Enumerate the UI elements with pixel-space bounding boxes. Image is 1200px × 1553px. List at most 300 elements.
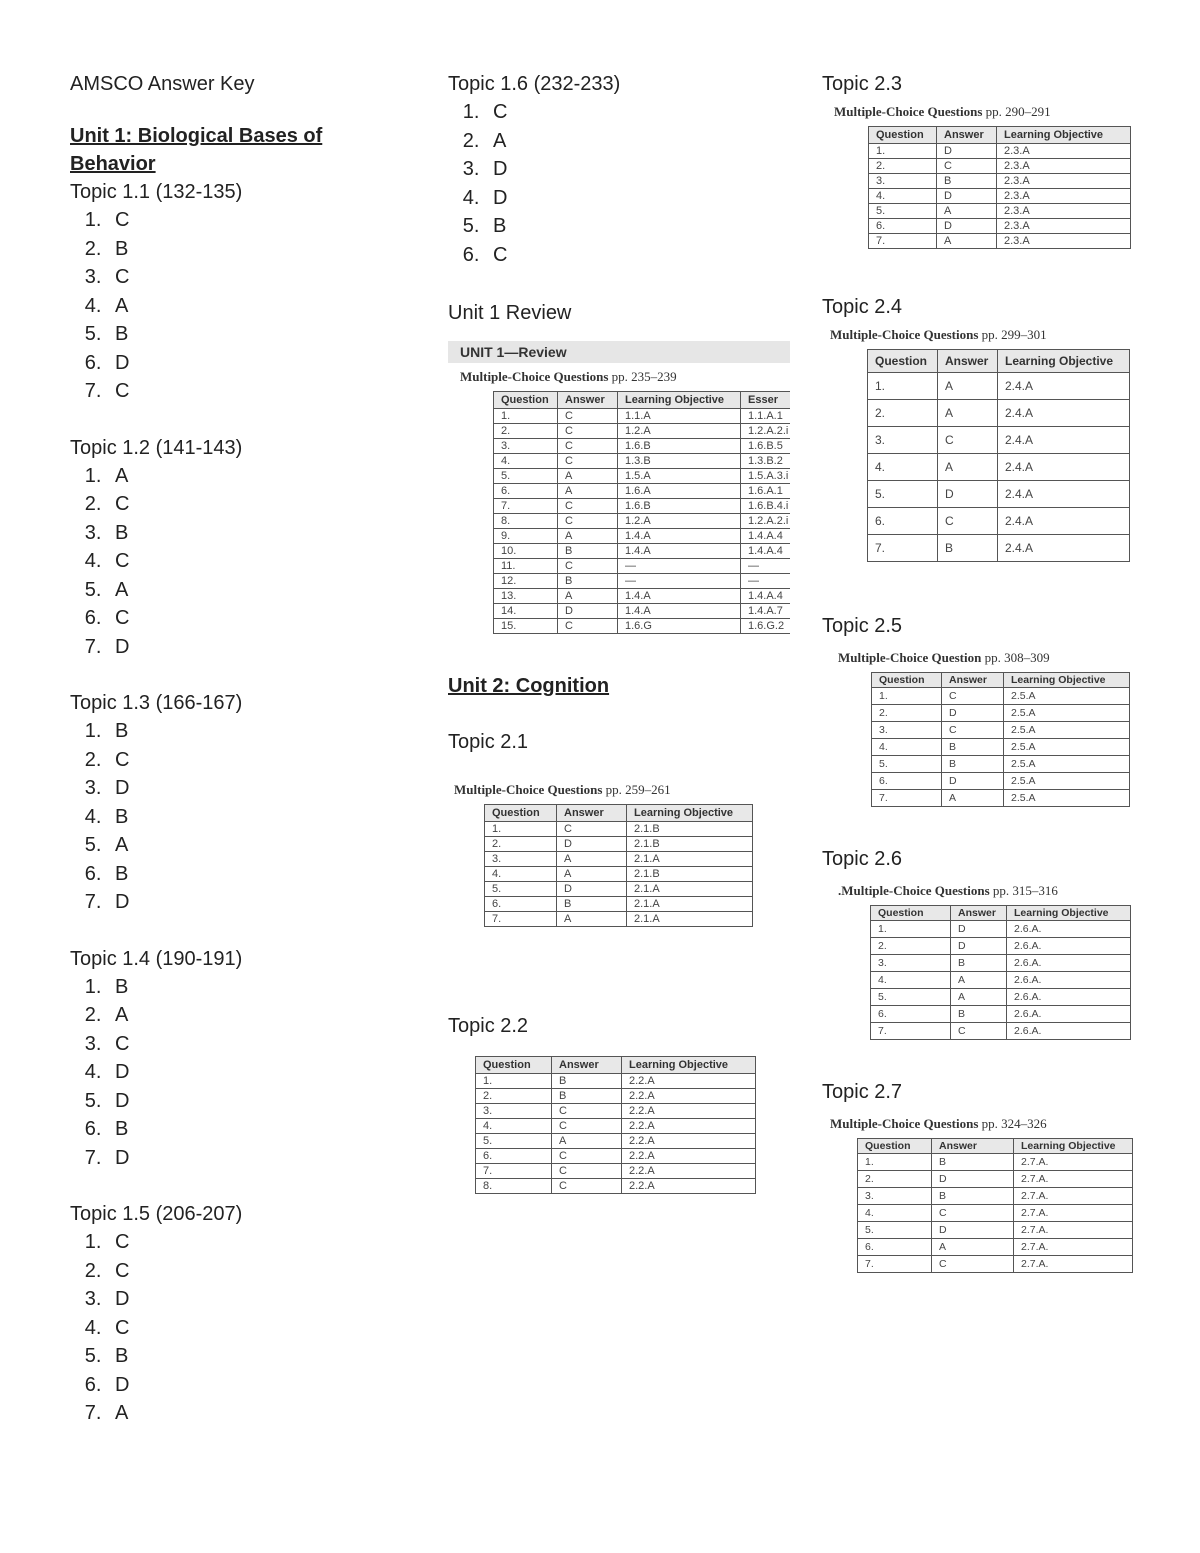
column-header: Learning Objective	[997, 127, 1131, 144]
answer-item: 6. C	[107, 604, 410, 633]
table-cell: 1.	[476, 1074, 552, 1089]
table-cell: 4.	[872, 739, 942, 756]
table-row	[476, 1119, 756, 1134]
table-row	[869, 204, 1131, 219]
table-row	[868, 400, 1130, 427]
table-row	[858, 1256, 1133, 1273]
table-cell: 2.6.A.	[1007, 972, 1131, 989]
answer-item: 4. A	[107, 292, 410, 321]
table-row	[869, 189, 1131, 204]
table-row	[494, 574, 791, 589]
table-cell: 2.	[858, 1171, 932, 1188]
table-row	[872, 688, 1130, 705]
caption-pages: pp. 315–316	[992, 883, 1058, 898]
document-title: AMSCO Answer Key	[70, 73, 255, 95]
answer-table	[867, 349, 1130, 562]
answer-table	[493, 391, 790, 634]
table-cell: 1.	[872, 688, 942, 705]
table-row	[485, 897, 753, 912]
topic-title: Topic 1.6 (232-233)	[448, 73, 621, 95]
table-cell: 2.7.A.	[1014, 1256, 1133, 1273]
table-cell: 8.	[476, 1179, 552, 1194]
table-cell: 3.	[494, 439, 558, 454]
table-cell: 1.5.A	[618, 469, 741, 484]
table-cell: 2.2.A	[622, 1119, 756, 1134]
table-cell: 5.	[858, 1222, 932, 1239]
mcq-caption	[834, 104, 1137, 120]
table-cell: C	[558, 559, 618, 574]
table-cell: B	[932, 1188, 1014, 1205]
table-cell: 11.	[494, 559, 558, 574]
mcq-caption	[830, 327, 1137, 343]
topic-2-4	[822, 293, 1137, 562]
caption-label: Multiple-Choice Questions	[460, 369, 609, 384]
table-cell: D	[557, 882, 627, 897]
table-cell: 2.5.A	[1004, 739, 1130, 756]
mcq-caption	[830, 1116, 1137, 1132]
topic-2-3	[822, 70, 1137, 249]
answer-item: 2. C	[107, 1257, 410, 1286]
table-cell: C	[558, 454, 618, 469]
answer-item: 4. C	[107, 1314, 410, 1343]
table-cell: 5.	[871, 989, 951, 1006]
table-cell: 3.	[868, 427, 938, 454]
answer-item: 4. D	[107, 1058, 410, 1087]
table-cell: C	[938, 508, 998, 535]
table-cell: C	[552, 1149, 622, 1164]
table-cell: A	[937, 204, 997, 219]
table-row	[494, 559, 791, 574]
caption-pages: pp. 308–309	[984, 650, 1050, 665]
table-cell: 2.4.A	[998, 454, 1130, 481]
table-cell: 1.	[858, 1154, 932, 1171]
table-cell: A	[558, 484, 618, 499]
table-cell: A	[951, 972, 1007, 989]
mcq-caption	[838, 883, 1137, 899]
table-cell: C	[552, 1164, 622, 1179]
table-cell: 2.	[868, 400, 938, 427]
answer-list	[448, 98, 793, 269]
table-cell: 1.3.B.2	[741, 454, 791, 469]
table-cell: 2.5.A	[1004, 722, 1130, 739]
table-cell: D	[942, 773, 1004, 790]
answer-item: 5. A	[107, 831, 410, 860]
table-row	[871, 955, 1131, 972]
table-row	[872, 705, 1130, 722]
table-cell: 5.	[868, 481, 938, 508]
table-cell: 1.2.A.2.i	[741, 424, 791, 439]
table-cell: 1.6.B	[618, 499, 741, 514]
answer-item: 4. B	[107, 803, 410, 832]
table-cell: B	[558, 574, 618, 589]
mcq-caption	[460, 369, 790, 385]
table-row	[871, 989, 1131, 1006]
table-cell: D	[938, 481, 998, 508]
column-header: Learning Objective	[1004, 673, 1130, 688]
table-cell: 6.	[485, 897, 557, 912]
table-cell: —	[618, 559, 741, 574]
table-cell: B	[552, 1074, 622, 1089]
table-cell: 9.	[494, 529, 558, 544]
table-cell: 3.	[872, 722, 942, 739]
topic-2-6	[822, 845, 1137, 1040]
table-cell: 2.3.A	[997, 174, 1131, 189]
table-row	[494, 619, 791, 634]
answer-item: 5. B	[107, 320, 410, 349]
table-cell: 1.4.A	[618, 604, 741, 619]
table-cell: 1.4.A.4	[741, 544, 791, 559]
table-cell: A	[942, 790, 1004, 807]
table-row	[476, 1104, 756, 1119]
table-cell: —	[741, 574, 791, 589]
table-cell: 1.6.G	[618, 619, 741, 634]
table-cell: C	[937, 159, 997, 174]
table-cell: 1.2.A.2.i	[741, 514, 791, 529]
column-header: Answer	[942, 673, 1004, 688]
answer-item: 7. C	[107, 377, 410, 406]
table-cell: 1.2.A	[618, 424, 741, 439]
table-cell: B	[557, 897, 627, 912]
topic-1-1	[70, 178, 410, 406]
answer-item: 2. C	[107, 746, 410, 775]
table-cell: 2.1.A	[627, 882, 753, 897]
answer-item: 1. C	[107, 206, 410, 235]
answer-list	[70, 462, 410, 662]
topic-2-3-table-clip	[822, 126, 1132, 249]
caption-pages: pp. 299–301	[981, 327, 1047, 342]
column-header: Answer	[938, 350, 998, 373]
table-row	[858, 1205, 1133, 1222]
table-cell: 2.2.A	[622, 1164, 756, 1179]
table-cell: C	[942, 722, 1004, 739]
table-row	[476, 1134, 756, 1149]
table-cell: 2.3.A	[997, 234, 1131, 249]
topic-1-4	[70, 945, 410, 1173]
table-cell: A	[938, 373, 998, 400]
topic-2-7	[822, 1078, 1137, 1273]
table-row	[872, 773, 1130, 790]
table-cell: 7.	[872, 790, 942, 807]
table-cell: 2.2.A	[622, 1074, 756, 1089]
column-header: Answer	[557, 805, 627, 822]
answer-table	[871, 672, 1130, 807]
table-cell: 7.	[476, 1164, 552, 1179]
table-cell: A	[951, 989, 1007, 1006]
table-cell: 7.	[869, 234, 937, 249]
table-cell: A	[938, 400, 998, 427]
table-cell: 13.	[494, 589, 558, 604]
table-cell: 2.3.A	[997, 189, 1131, 204]
topic-title: Topic 1.2 (141-143)	[70, 436, 243, 459]
table-cell: 6.	[872, 773, 942, 790]
answer-table	[857, 1138, 1133, 1273]
table-cell: D	[951, 938, 1007, 955]
table-cell: —	[741, 559, 791, 574]
answer-item: 3. D	[485, 155, 793, 184]
table-cell: 1.4.A	[618, 544, 741, 559]
answer-item: 7. A	[107, 1399, 410, 1428]
table-cell: D	[937, 144, 997, 159]
column-header: Question	[476, 1057, 552, 1074]
table-cell: 5.	[869, 204, 937, 219]
table-cell: 2.	[476, 1089, 552, 1104]
table-cell: 2.1.A	[627, 912, 753, 927]
table-cell: 6.	[858, 1239, 932, 1256]
table-header-row	[869, 127, 1131, 144]
column-header: Answer	[932, 1139, 1014, 1154]
caption-pages: pp. 259–261	[605, 782, 671, 797]
column-2	[448, 70, 793, 1194]
table-cell: 1.3.B	[618, 454, 741, 469]
answer-table	[870, 905, 1131, 1040]
table-cell: C	[558, 439, 618, 454]
table-row	[872, 790, 1130, 807]
table-row	[872, 756, 1130, 773]
table-cell: 2.4.A	[998, 373, 1130, 400]
table-cell: 1.	[494, 409, 558, 424]
table-cell: 2.7.A.	[1014, 1239, 1133, 1256]
table-header-row	[871, 906, 1131, 921]
table-cell: 1.6.G.2	[741, 619, 791, 634]
table-cell: C	[558, 409, 618, 424]
table-header-row	[872, 673, 1130, 688]
table-cell: 2.4.A	[998, 400, 1130, 427]
table-cell: 1.1.A	[618, 409, 741, 424]
table-cell: 2.4.A	[998, 508, 1130, 535]
answer-item: 2. A	[107, 1001, 410, 1030]
table-row	[858, 1171, 1133, 1188]
answer-item: 6. B	[107, 860, 410, 889]
table-cell: 2.5.A	[1004, 790, 1130, 807]
table-cell: 15.	[494, 619, 558, 634]
table-cell: B	[951, 1006, 1007, 1023]
answer-item: 1. A	[107, 462, 410, 491]
topic-title: Topic 1.4 (190-191)	[70, 947, 243, 970]
table-cell: D	[932, 1222, 1014, 1239]
table-cell: 7.	[871, 1023, 951, 1040]
table-row	[871, 1023, 1131, 1040]
answer-item: 2. A	[485, 127, 793, 156]
table-cell: 1.4.A.4	[741, 529, 791, 544]
table-row	[869, 144, 1131, 159]
table-cell: C	[558, 619, 618, 634]
topic-1-2	[70, 434, 410, 662]
table-row	[476, 1164, 756, 1179]
table-cell: 1.5.A.3.i	[741, 469, 791, 484]
table-header-row	[868, 350, 1130, 373]
table-row	[494, 409, 791, 424]
table-row	[494, 544, 791, 559]
table-header-row	[485, 805, 753, 822]
table-cell: 2.1.A	[627, 897, 753, 912]
table-row	[868, 373, 1130, 400]
table-cell: C	[558, 424, 618, 439]
table-cell: A	[557, 852, 627, 867]
table-row	[494, 604, 791, 619]
caption-label: .Multiple-Choice Questions	[838, 883, 990, 898]
table-cell: 2.6.A.	[1007, 921, 1131, 938]
topic-title: Topic 2.1	[448, 731, 529, 753]
table-cell: 3.	[871, 955, 951, 972]
answer-table	[868, 126, 1131, 249]
table-row	[868, 454, 1130, 481]
table-row	[869, 234, 1131, 249]
table-row	[476, 1149, 756, 1164]
table-cell: C	[557, 822, 627, 837]
table-cell: 2.1.A	[627, 852, 753, 867]
topic-title: Topic 2.7	[822, 1081, 903, 1103]
table-cell: 2.1.B	[627, 822, 753, 837]
answer-item: 2. B	[107, 235, 410, 264]
table-cell: 2.5.A	[1004, 773, 1130, 790]
table-cell: 1.4.A.4	[741, 589, 791, 604]
table-cell: C	[552, 1119, 622, 1134]
table-row	[869, 159, 1131, 174]
table-cell: 1.	[871, 921, 951, 938]
caption-label: Multiple-Choice Questions	[834, 104, 983, 119]
table-cell: 1.4.A	[618, 529, 741, 544]
table-cell: 2.7.A.	[1014, 1171, 1133, 1188]
table-cell: 2.4.A	[998, 481, 1130, 508]
table-row	[858, 1188, 1133, 1205]
table-cell: 6.	[494, 484, 558, 499]
topic-title: Topic 2.5	[822, 615, 903, 637]
topic-title: Topic 2.2	[448, 1015, 529, 1037]
table-cell: A	[938, 454, 998, 481]
table-cell: C	[552, 1104, 622, 1119]
table-row	[871, 938, 1131, 955]
table-cell: 1.6.A.1	[741, 484, 791, 499]
table-cell: 1.1.A.1	[741, 409, 791, 424]
answer-table	[484, 804, 753, 927]
table-cell: 1.6.B.5	[741, 439, 791, 454]
table-cell: 2.6.A.	[1007, 1006, 1131, 1023]
topic-title: Topic 2.4	[822, 296, 903, 318]
table-cell: 10.	[494, 544, 558, 559]
caption-pages: pp. 290–291	[985, 104, 1051, 119]
answer-item: 7. D	[107, 888, 410, 917]
mcq-caption	[454, 782, 753, 798]
table-cell: C	[558, 499, 618, 514]
topic-1-6	[448, 70, 793, 269]
table-cell: B	[942, 756, 1004, 773]
caption-label: Multiple-Choice Question	[838, 650, 982, 665]
table-cell: 12.	[494, 574, 558, 589]
table-cell: 1.4.A.7	[741, 604, 791, 619]
column-header: Learning Objective	[1014, 1139, 1133, 1154]
table-cell: 2.7.A.	[1014, 1222, 1133, 1239]
table-cell: 2.6.A.	[1007, 1023, 1131, 1040]
table-cell: 2.5.A	[1004, 756, 1130, 773]
column-header: Answer	[552, 1057, 622, 1074]
answer-item: 3. C	[107, 1030, 410, 1059]
table-cell: 2.6.A.	[1007, 938, 1131, 955]
table-cell: C	[951, 1023, 1007, 1040]
column-header: Esser	[741, 392, 791, 409]
table-cell: A	[558, 469, 618, 484]
table-cell: 5.	[485, 882, 557, 897]
answer-table	[475, 1056, 756, 1194]
answer-item: 5. D	[107, 1087, 410, 1116]
topic-1-3	[70, 689, 410, 917]
table-cell: C	[942, 688, 1004, 705]
column-header: Learning Objective	[627, 805, 753, 822]
answer-item: 5. B	[107, 1342, 410, 1371]
answer-item: 3. D	[107, 774, 410, 803]
column-header: Question	[869, 127, 937, 144]
mcq-caption	[838, 650, 1137, 666]
table-row	[494, 529, 791, 544]
table-row	[858, 1222, 1133, 1239]
column-header: Learning Objective	[998, 350, 1130, 373]
table-cell: A	[558, 529, 618, 544]
table-row	[868, 508, 1130, 535]
table-cell: 3.	[869, 174, 937, 189]
table-header-row	[476, 1057, 756, 1074]
table-cell: 2.7.A.	[1014, 1188, 1133, 1205]
unit-1-review-title: Unit 1 Review	[448, 302, 572, 324]
topic-title: Topic 1.5 (206-207)	[70, 1203, 243, 1225]
table-cell: C	[932, 1256, 1014, 1273]
answer-item: 6. C	[485, 241, 793, 270]
column-header: Question	[871, 906, 951, 921]
table-row	[485, 822, 753, 837]
table-cell: B	[558, 544, 618, 559]
answer-list	[70, 206, 410, 406]
answer-item: 6. D	[107, 349, 410, 378]
table-cell: 1.4.A	[618, 589, 741, 604]
column-header: Answer	[937, 127, 997, 144]
answer-item: 1. B	[107, 717, 410, 746]
table-cell: 2.2.A	[622, 1179, 756, 1194]
caption-label: Multiple-Choice Questions	[454, 782, 603, 797]
table-cell: 1.2.A	[618, 514, 741, 529]
caption-label: Multiple-Choice Questions	[830, 1116, 979, 1131]
table-cell: 5.	[872, 756, 942, 773]
table-row	[476, 1089, 756, 1104]
answer-item: 1. C	[485, 98, 793, 127]
table-cell: 1.	[485, 822, 557, 837]
table-cell: A	[557, 912, 627, 927]
answer-item: 5. A	[107, 576, 410, 605]
table-cell: 1.	[869, 144, 937, 159]
answer-item: 6. B	[107, 1115, 410, 1144]
table-cell: 2.	[494, 424, 558, 439]
table-row	[858, 1239, 1133, 1256]
column-header: Learning Objective	[618, 392, 741, 409]
table-header-row	[494, 392, 791, 409]
table-cell: 2.2.A	[622, 1089, 756, 1104]
table-cell: 2.1.B	[627, 867, 753, 882]
unit-1-heading: Unit 1: Biological Bases of Behavior	[70, 125, 323, 175]
table-row	[485, 837, 753, 852]
table-cell: D	[932, 1171, 1014, 1188]
table-cell: C	[932, 1205, 1014, 1222]
table-row	[494, 439, 791, 454]
table-row	[869, 219, 1131, 234]
table-cell: 4.	[868, 454, 938, 481]
table-row	[485, 882, 753, 897]
table-cell: D	[951, 921, 1007, 938]
table-row	[871, 1006, 1131, 1023]
table-cell: D	[937, 189, 997, 204]
table-cell: 3.	[485, 852, 557, 867]
caption-label: Multiple-Choice Questions	[830, 327, 979, 342]
review-banner: UNIT 1—Review	[448, 341, 790, 363]
topic-2-1	[448, 728, 793, 982]
topic-title: Topic 2.3	[822, 73, 903, 95]
table-cell: D	[557, 837, 627, 852]
